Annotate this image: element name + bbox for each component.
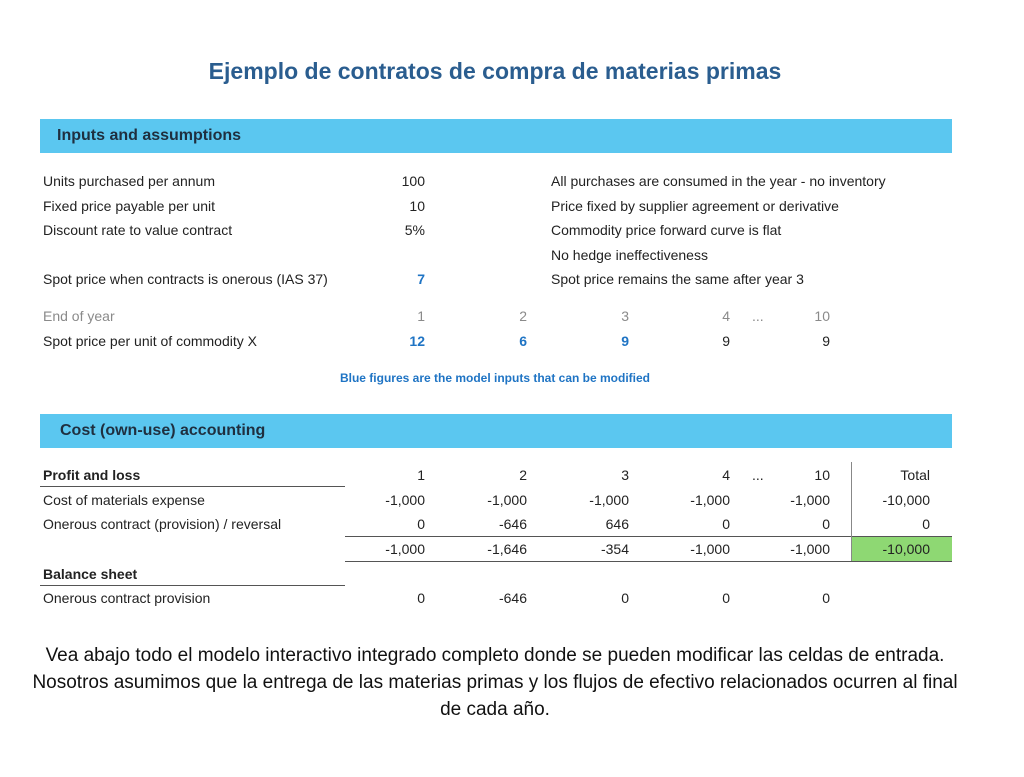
column-header: 4: [722, 467, 730, 483]
spot-price-value: 9: [822, 333, 830, 349]
table-cell-total: -10,000: [882, 492, 930, 508]
table-cell: -1,000: [690, 492, 730, 508]
input-label-fixed-price: Fixed price payable per unit: [43, 198, 215, 214]
total-cell: -354: [600, 541, 629, 557]
spot-price-value[interactable]: 9: [621, 333, 629, 349]
inputs-section-header: [40, 119, 952, 153]
assumption-note: All purchases are consumed in the year - no inventory: [551, 173, 886, 189]
assumption-note: Commodity price forward curve is flat: [551, 222, 782, 238]
table-cell: 646: [605, 516, 629, 532]
year-header: 4: [722, 308, 730, 324]
input-label-discount-rate: Discount rate to value contract: [43, 222, 233, 238]
spot-price-value: 9: [722, 333, 730, 349]
total-cell: -1,000: [385, 541, 425, 557]
assumption-note: No hedge ineffectiveness: [551, 247, 708, 263]
footer-text: Vea abajo todo el modelo interactivo integrado completo donde se pueden modificar las celdas de entrada. Nosotros asumimos que la entrega de las materias primas y los flujos de efectivo relacionados ocurren al final de cada año.: [32, 645, 958, 720]
input-label-onerous-spot: Spot price when contracts is onerous (IAS 37): [43, 271, 328, 287]
input-value-fixed-price: 10: [409, 198, 425, 214]
column-header: 3: [621, 467, 629, 483]
divider: [40, 486, 345, 487]
cost-header-label: Cost (own-use) accounting: [60, 422, 266, 439]
table-cell-total: 0: [922, 516, 930, 532]
total-cell: -1,000: [690, 541, 730, 557]
row-label-provision: Onerous contract provision: [43, 590, 211, 606]
year-header: 1: [417, 308, 425, 324]
table-cell: 0: [722, 516, 730, 532]
year-header: 3: [621, 308, 629, 324]
assumption-note: Price fixed by supplier agreement or derivative: [551, 198, 839, 214]
spot-price-value[interactable]: 6: [519, 333, 527, 349]
total-cell: -1,000: [790, 541, 830, 557]
inputs-header-label: Inputs and assumptions: [57, 127, 242, 144]
table-cell: 0: [621, 590, 629, 606]
year-header: 2: [519, 308, 527, 324]
year-header-ellipsis: ...: [752, 308, 764, 324]
column-header-ellipsis: ...: [752, 467, 764, 483]
input-value-units: 100: [401, 173, 425, 189]
year-header: 10: [814, 308, 830, 324]
table-cell: 0: [417, 516, 425, 532]
input-label-units: Units purchased per annum: [43, 173, 215, 189]
table-cell: 0: [822, 590, 830, 606]
column-header: 2: [519, 467, 527, 483]
column-header-total: Total: [900, 467, 930, 483]
table-cell: -1,000: [589, 492, 629, 508]
end-of-year-label: End of year: [43, 308, 115, 324]
balance-sheet-label: Balance sheet: [43, 566, 138, 582]
divider: [345, 561, 952, 562]
profit-loss-label: Profit and loss: [43, 467, 141, 483]
column-header: 10: [814, 467, 830, 483]
table-cell: 0: [822, 516, 830, 532]
cost-section-header: [40, 414, 952, 448]
row-label-materials: Cost of materials expense: [43, 492, 205, 508]
table-cell: 0: [722, 590, 730, 606]
page-title: Ejemplo de contratos de compra de materias primas: [208, 58, 782, 84]
total-cell: -1,646: [487, 541, 527, 557]
column-header: 1: [417, 467, 425, 483]
assumption-note: Spot price remains the same after year 3: [551, 271, 804, 287]
input-value-discount-rate: 5%: [404, 222, 425, 238]
row-label-onerous: Onerous contract (provision) / reversal: [43, 516, 282, 532]
table-cell: -1,000: [487, 492, 527, 508]
table-cell: -646: [498, 516, 527, 532]
model-inputs-note: Blue figures are the model inputs that can be modified: [339, 371, 651, 385]
grand-total-cell: -10,000: [882, 541, 930, 557]
spot-price-value[interactable]: 12: [409, 333, 425, 349]
table-cell: -646: [498, 590, 527, 606]
input-value-onerous-spot[interactable]: 7: [417, 271, 425, 287]
spot-price-label: Spot price per unit of commodity X: [43, 333, 257, 349]
divider: [40, 585, 345, 586]
table-cell: -1,000: [790, 492, 830, 508]
table-cell: 0: [417, 590, 425, 606]
table-cell: -1,000: [385, 492, 425, 508]
total-column-divider: [851, 462, 852, 561]
